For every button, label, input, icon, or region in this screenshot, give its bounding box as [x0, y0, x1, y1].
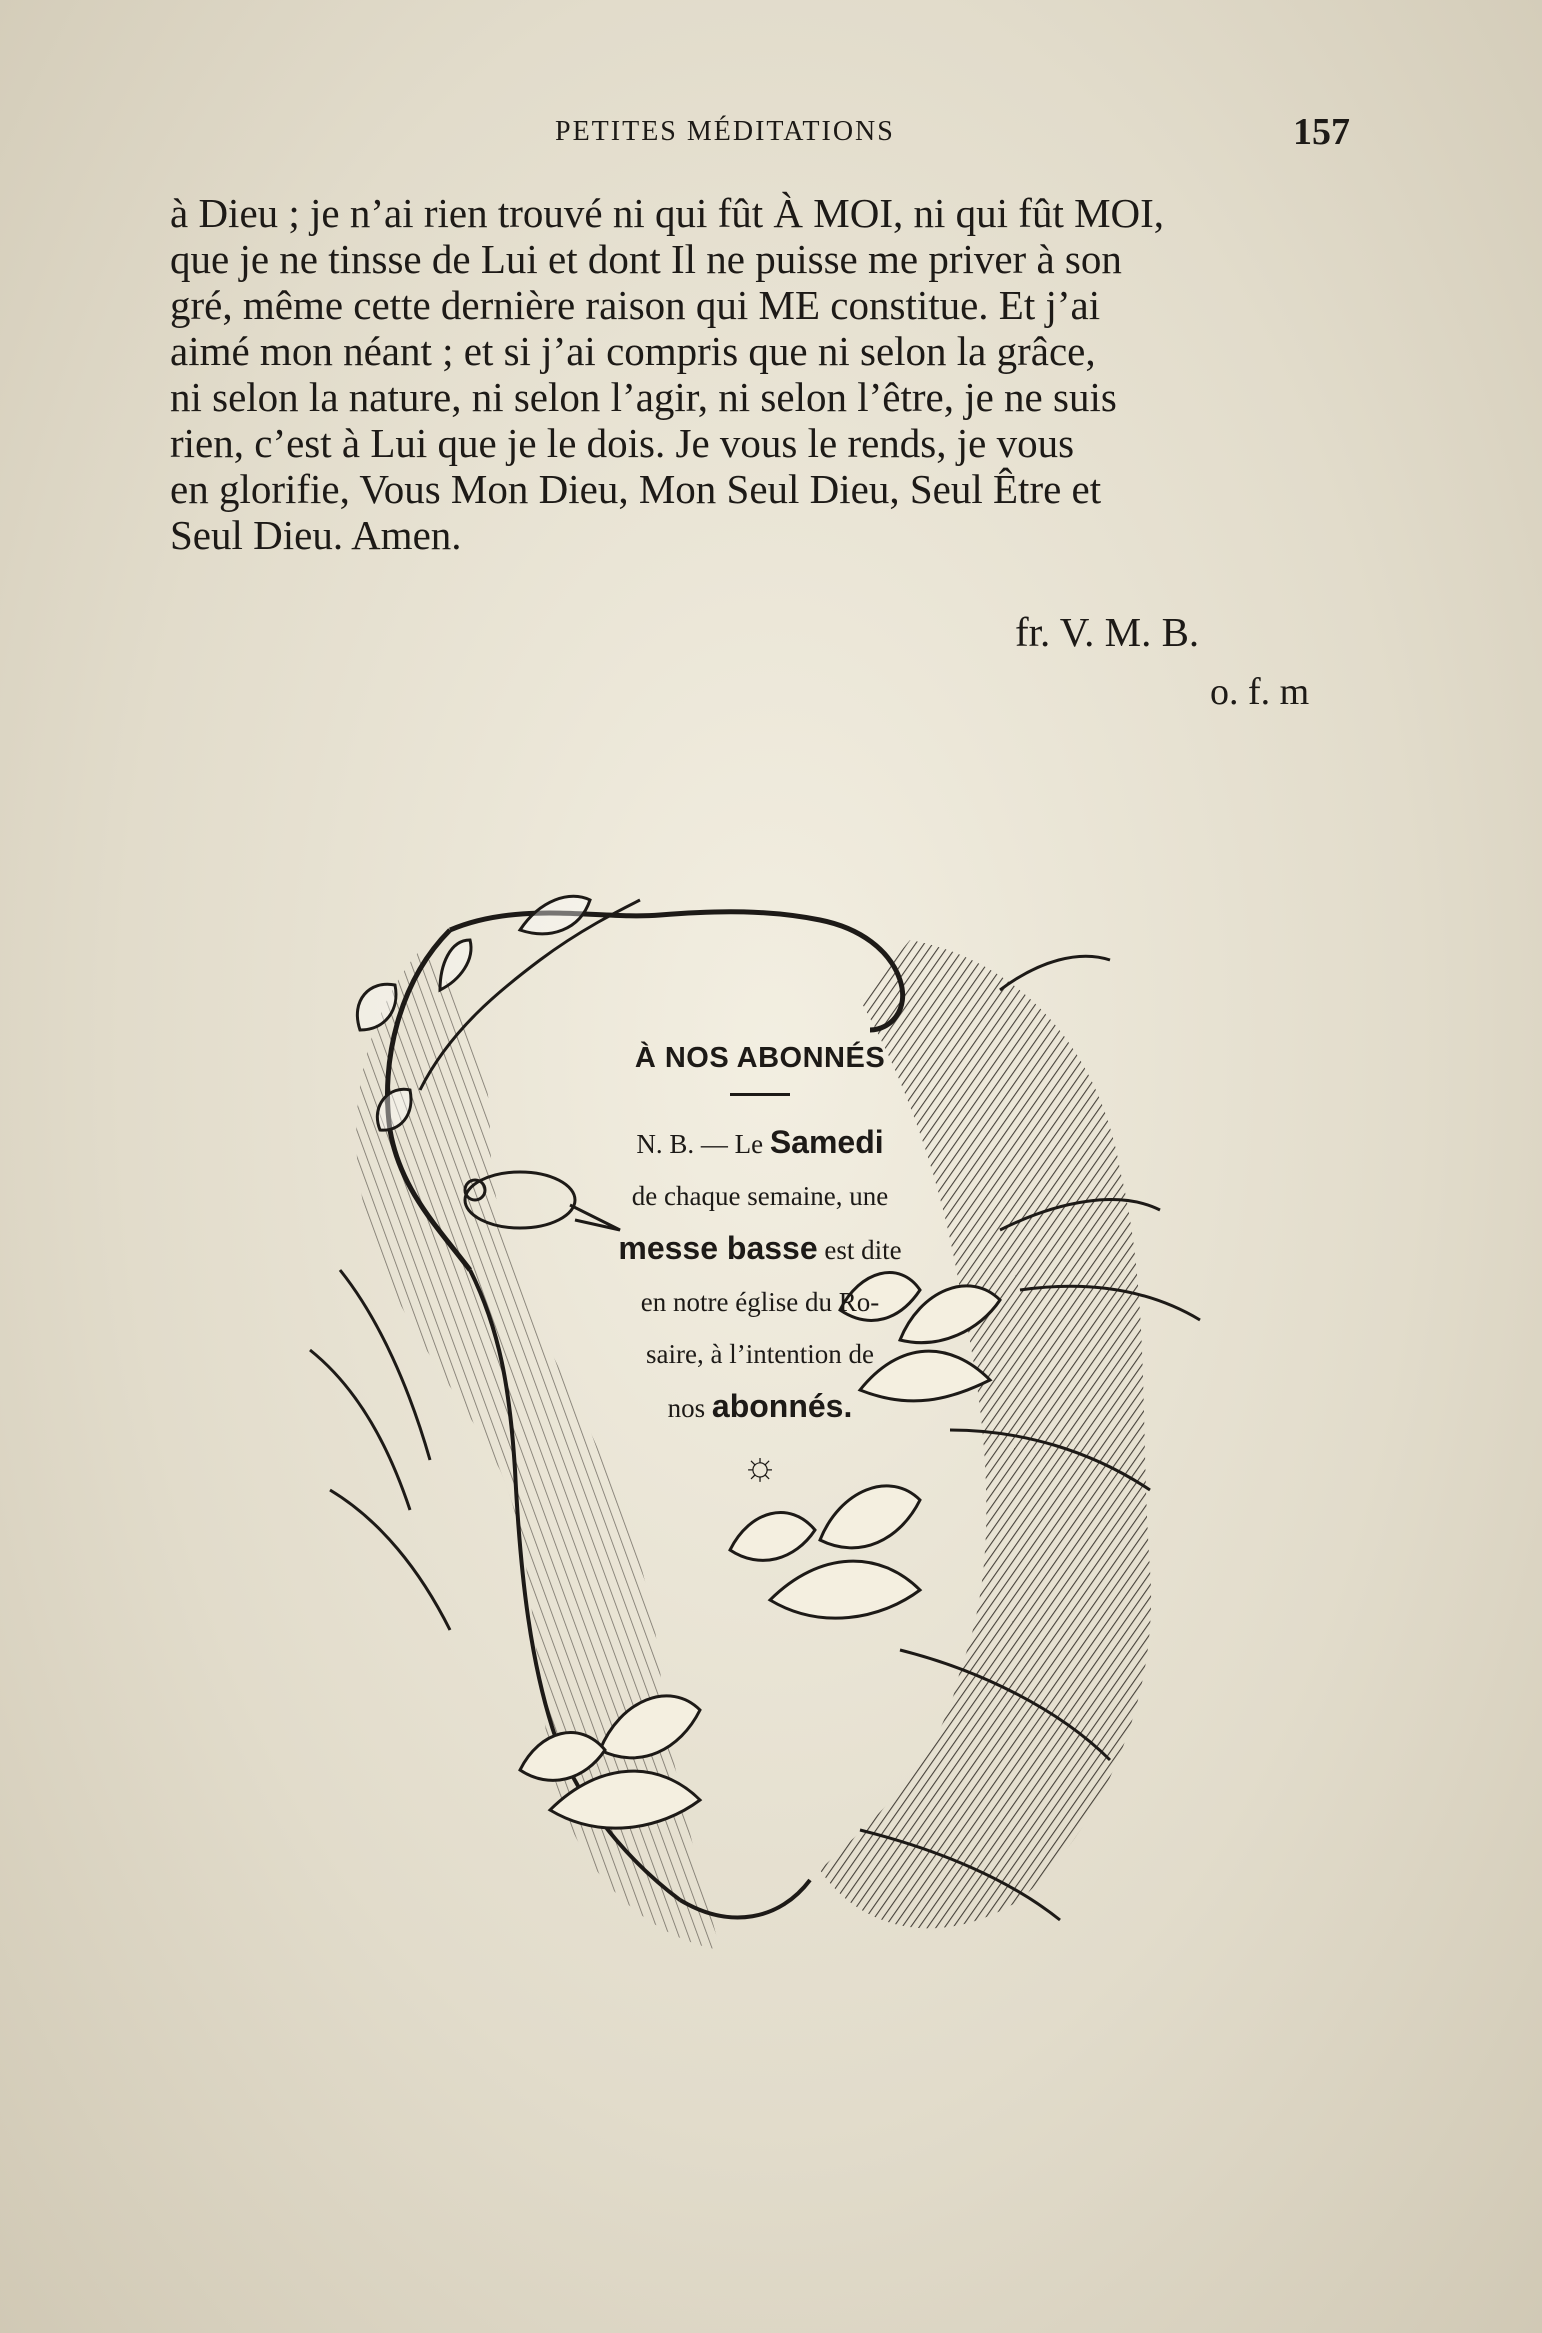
running-title: PETITES MÉDITATIONS: [555, 116, 895, 147]
signature-name: fr. V. M. B.: [1015, 609, 1200, 655]
notice-text: N. B. — Le: [636, 1129, 770, 1159]
page-number: 157: [1293, 111, 1350, 153]
notice-emphasis: Samedi: [769, 1124, 884, 1160]
body-line: ni selon la nature, ni selon l’agir, ni selon l’être, je ne suis: [170, 374, 1117, 420]
body-line: rien, c’est à Lui que je le dois. Je vous le rends, je vous: [170, 420, 1075, 466]
body-line: que je ne tinsse de Lui et dont Il ne puisse me priver à son: [170, 236, 1122, 282]
notice-title: À NOS ABONNÉS: [634, 1042, 886, 1074]
notice-emphasis: messe basse: [618, 1230, 818, 1266]
notice-line: de chaque semaine, une: [631, 1181, 889, 1211]
subscribers-notice: [575, 1042, 945, 1486]
notice-line: saire, à l’intention de: [646, 1339, 874, 1369]
body-line: aimé mon néant ; et si j’ai compris que ni selon la grâce,: [170, 328, 1096, 374]
notice-line: en notre église du Ro-: [640, 1287, 880, 1317]
sun-ornament-icon: ☼: [741, 1444, 779, 1488]
notice-line: [575, 1222, 945, 1276]
notice-rule: [730, 1093, 790, 1096]
body-text: [170, 190, 1350, 558]
body-line: en glorifie, Vous Mon Dieu, Mon Seul Dieu, Seul Être et: [170, 466, 1102, 512]
notice-line: [575, 1380, 945, 1434]
body-line: gré, même cette dernière raison qui ME constitue. Et j’ai: [170, 282, 1101, 328]
notice-text: nos: [667, 1393, 712, 1423]
notice-line: [575, 1116, 945, 1170]
notice-text: est dite: [817, 1235, 902, 1265]
body-line: Seul Dieu. Amen.: [170, 512, 462, 558]
running-header: [170, 112, 1370, 162]
body-line: à Dieu ; je n’ai rien trouvé ni qui fût À MOI, ni qui fût MOI,: [170, 190, 1165, 236]
notice-emphasis: abonnés.: [711, 1388, 853, 1424]
signature-order: o. f. m: [1210, 671, 1310, 713]
